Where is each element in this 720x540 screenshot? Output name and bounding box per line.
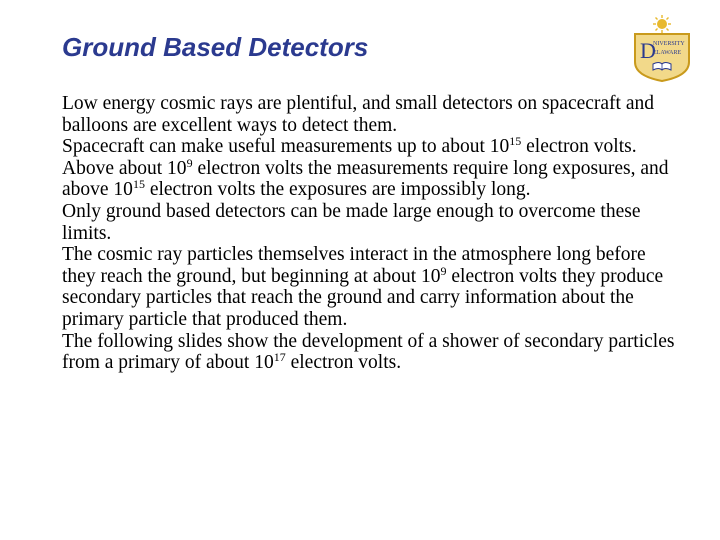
svg-text:NIVERSITY: NIVERSITY <box>653 41 685 47</box>
paragraph-text: Above about 10 <box>62 157 187 179</box>
paragraph-text: electron volts they produce secondary particles that reach the ground and carry information about the primary particle that produced them. <box>62 265 664 330</box>
paragraph-text: The cosmic ray particles themselves interact in the atmosphere long before they reach the ground, but beginning at about 10 <box>62 244 646 287</box>
paragraph-text: electron volts. <box>285 352 402 374</box>
svg-text:ELAWARE: ELAWARE <box>653 50 682 56</box>
paragraph-text: Low energy cosmic rays are plentiful, and small detectors on spacecraft and balloons are excellent ways to detect them. <box>62 93 654 136</box>
body-paragraph <box>62 155 682 201</box>
paragraph-text: The following slides show the development of a shower of secondary particles from a primary of about 10 <box>62 330 675 374</box>
slide-body <box>62 93 682 374</box>
paragraph-text: electron volts the measurements require long exposures, and above 10 <box>62 157 669 201</box>
exponent: 9 <box>186 155 193 170</box>
book-icon <box>653 63 671 71</box>
exponent: 9 <box>440 263 447 278</box>
exponent: 17 <box>273 350 286 365</box>
paragraph-text: Only ground based detectors can be made large enough to overcome these limits. <box>62 200 641 244</box>
exponent: 15 <box>509 134 522 149</box>
paragraph-text: electron volts the exposures are impossibly long. <box>144 179 531 201</box>
svg-text:D: D <box>640 38 656 63</box>
slide-title: Ground Based Detectors <box>62 32 369 62</box>
exponent: 15 <box>132 177 145 192</box>
university-logo <box>631 14 693 82</box>
body-paragraph <box>62 136 682 158</box>
body-paragraph <box>62 244 682 330</box>
body-paragraph <box>62 201 682 244</box>
paragraph-text: Spacecraft can make useful measurements up to about 10 <box>62 136 510 158</box>
sun-icon <box>653 15 671 33</box>
paragraph-text: electron volts. <box>521 136 637 158</box>
body-paragraph <box>62 93 682 136</box>
body-paragraph <box>62 331 682 374</box>
